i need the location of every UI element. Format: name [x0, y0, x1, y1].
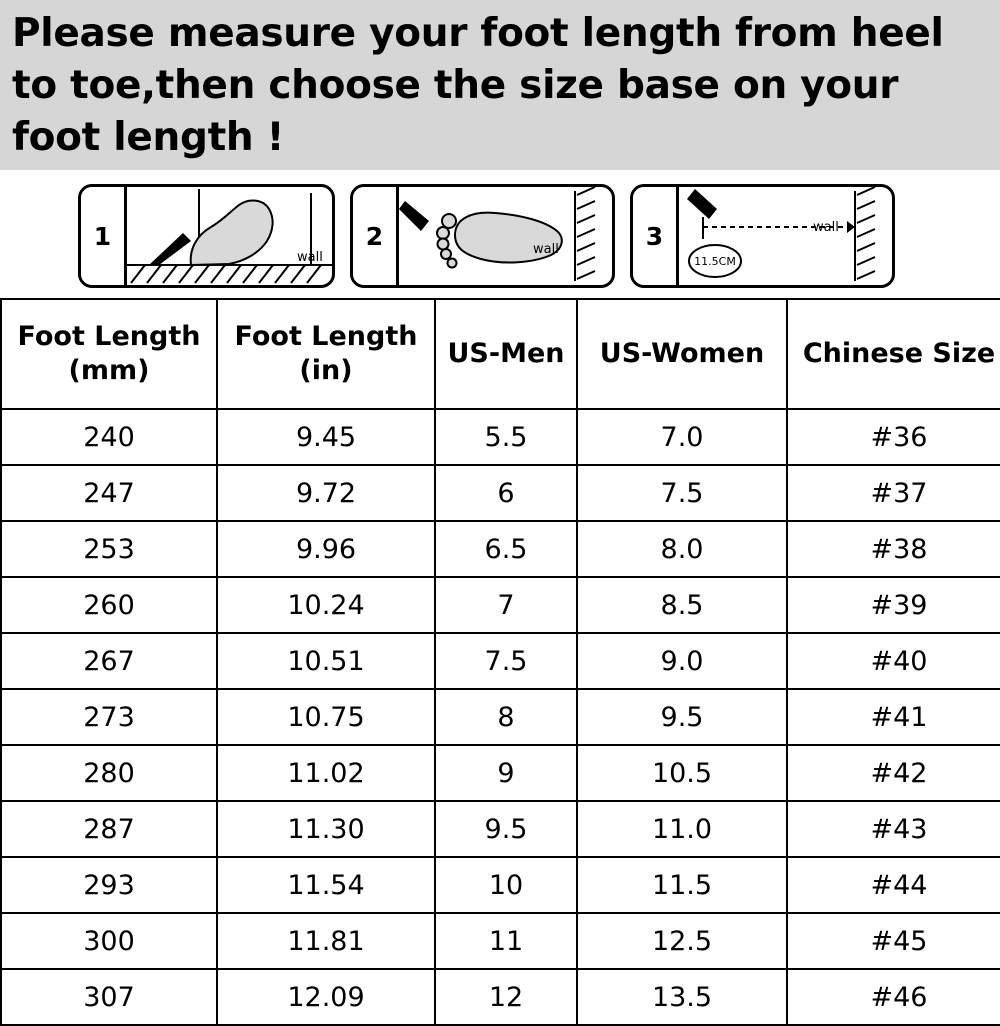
cell-chinese-size: #45: [787, 913, 1000, 969]
cell-us-women: 7.0: [577, 409, 787, 465]
header-line-2: (mm): [68, 355, 150, 386]
foot-side-view-icon: [127, 187, 335, 285]
table-row: [1, 857, 1000, 913]
step-3-illustration: [679, 187, 892, 285]
cell-in: 11.02: [217, 745, 435, 801]
table-row: [1, 801, 1000, 857]
cell-in: 9.96: [217, 521, 435, 577]
cell-in: 10.51: [217, 633, 435, 689]
step-2-illustration: [399, 187, 612, 285]
step-3-number: 3: [633, 187, 679, 285]
measure-label: 11.5CM: [694, 255, 736, 268]
step-2-number: 2: [353, 187, 399, 285]
cell-us-women: 11.0: [577, 801, 787, 857]
cell-mm: 293: [1, 857, 217, 913]
table-row: [1, 577, 1000, 633]
size-table: [0, 298, 1000, 1026]
table-row: [1, 521, 1000, 577]
cell-mm: 300: [1, 913, 217, 969]
foot-top-view-icon: [399, 187, 615, 285]
table-row: [1, 689, 1000, 745]
cell-chinese-size: #36: [787, 409, 1000, 465]
instruction-text: Please measure your foot length from heel to toe,then choose the size base on your foot length !: [12, 11, 944, 160]
cell-chinese-size: #43: [787, 801, 1000, 857]
table-header: [1, 299, 1000, 409]
cell-us-men: 7: [435, 577, 577, 633]
cell-us-men: 7.5: [435, 633, 577, 689]
cell-us-women: 10.5: [577, 745, 787, 801]
cell-us-women: 11.5: [577, 857, 787, 913]
cell-us-men: 6: [435, 465, 577, 521]
cell-mm: 253: [1, 521, 217, 577]
cell-chinese-size: #38: [787, 521, 1000, 577]
table-header-row: [1, 299, 1000, 409]
cell-in: 9.72: [217, 465, 435, 521]
cell-us-men: 8: [435, 689, 577, 745]
cell-in: 10.75: [217, 689, 435, 745]
cell-mm: 267: [1, 633, 217, 689]
cell-chinese-size: #39: [787, 577, 1000, 633]
cell-chinese-size: #44: [787, 857, 1000, 913]
cell-in: 11.30: [217, 801, 435, 857]
header-us-men: US-Men: [435, 299, 577, 409]
table-row: [1, 745, 1000, 801]
cell-us-women: 8.0: [577, 521, 787, 577]
cell-us-women: 7.5: [577, 465, 787, 521]
cell-mm: 260: [1, 577, 217, 633]
size-table-wrapper: [0, 298, 1000, 1013]
svg-text:wall: wall: [533, 242, 559, 257]
cell-chinese-size: #46: [787, 969, 1000, 1025]
cell-chinese-size: #37: [787, 465, 1000, 521]
header-line-1: Foot Length: [234, 321, 418, 352]
cell-us-women: 8.5: [577, 577, 787, 633]
cell-chinese-size: #40: [787, 633, 1000, 689]
header-us-women: US-Women: [577, 299, 787, 409]
table-row: [1, 633, 1000, 689]
cell-us-women: 9.5: [577, 689, 787, 745]
cell-us-men: 5.5: [435, 409, 577, 465]
cell-mm: 287: [1, 801, 217, 857]
step-1-illustration: [127, 187, 332, 285]
cell-us-men: 6.5: [435, 521, 577, 577]
step-3: [630, 184, 895, 288]
cell-us-men: 11: [435, 913, 577, 969]
table-row: [1, 969, 1000, 1025]
cell-mm: 247: [1, 465, 217, 521]
instruction-banner: [0, 0, 1000, 170]
step-1: [78, 184, 335, 288]
cell-in: 9.45: [217, 409, 435, 465]
header-chinese-size: Chinese Size: [787, 299, 1000, 409]
cell-us-women: 12.5: [577, 913, 787, 969]
cell-chinese-size: #41: [787, 689, 1000, 745]
step-1-number: 1: [81, 187, 127, 285]
header-foot-length-mm: [1, 299, 217, 409]
cell-us-men: 10: [435, 857, 577, 913]
header-line-1: Foot Length: [17, 321, 201, 352]
table-row: [1, 913, 1000, 969]
cell-us-men: 12: [435, 969, 577, 1025]
cell-us-women: 13.5: [577, 969, 787, 1025]
cell-mm: 307: [1, 969, 217, 1025]
measurement-steps: [0, 170, 1000, 298]
cell-mm: 273: [1, 689, 217, 745]
cell-us-men: 9.5: [435, 801, 577, 857]
step-2: [350, 184, 615, 288]
cell-in: 12.09: [217, 969, 435, 1025]
header-line-2: (in): [299, 355, 353, 386]
cell-in: 11.81: [217, 913, 435, 969]
cell-in: 11.54: [217, 857, 435, 913]
cell-chinese-size: #42: [787, 745, 1000, 801]
cell-us-women: 9.0: [577, 633, 787, 689]
cell-mm: 240: [1, 409, 217, 465]
table-row: [1, 465, 1000, 521]
header-foot-length-in: [217, 299, 435, 409]
cell-in: 10.24: [217, 577, 435, 633]
svg-text:wall: wall: [297, 250, 323, 265]
table-row: [1, 409, 1000, 465]
svg-text:wall: wall: [813, 220, 839, 235]
table-body: [1, 409, 1000, 1025]
cell-us-men: 9: [435, 745, 577, 801]
cell-mm: 280: [1, 745, 217, 801]
ruler-measure-icon: [679, 187, 895, 285]
